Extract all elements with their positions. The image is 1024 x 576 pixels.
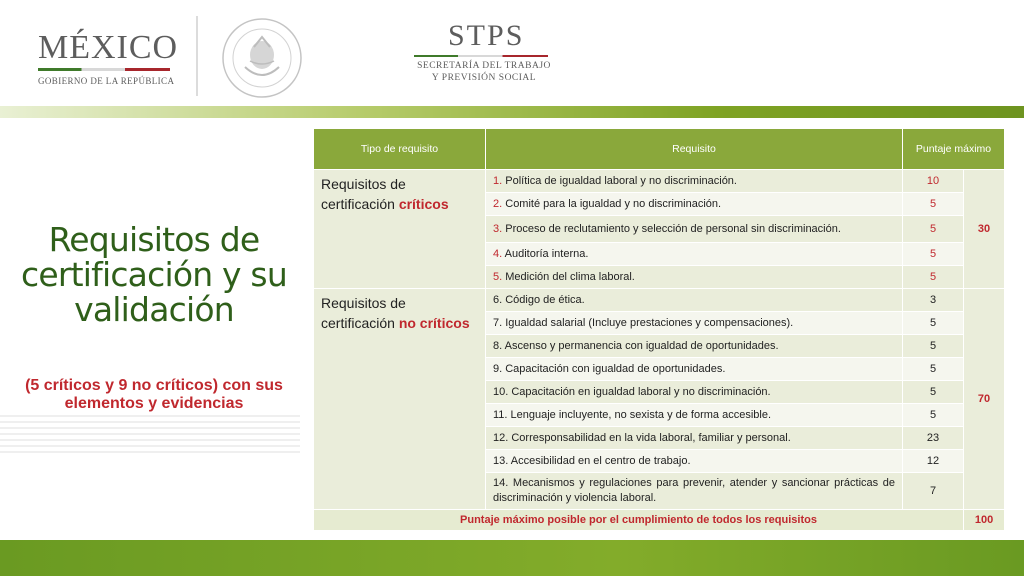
requirement-cell [486, 216, 903, 243]
noncritical-total-points: 70 [964, 289, 1005, 510]
requirement-text: Auditoría interna. [502, 248, 589, 260]
slide-subtitle: (5 críticos y 9 no críticos) con sus elementos y evidencias [25, 377, 283, 412]
points-cell: 5 [903, 193, 964, 216]
slide-title-line: certificación y su [21, 255, 287, 294]
total-label: Puntaje máximo posible por el cumplimiento de todos los requisitos [314, 510, 964, 531]
requirement-cell: 8. Ascenso y permanencia con igualdad de oportunidades. [486, 335, 903, 358]
header-divider [196, 16, 198, 96]
requirement-type-highlight: no críticos [398, 315, 470, 331]
requirement-type-highlight: críticos [398, 196, 449, 212]
points-cell: 5 [903, 358, 964, 381]
decorative-stripe [0, 451, 300, 453]
slide-title [14, 222, 294, 327]
table-row [314, 289, 1005, 312]
points-cell: 5 [903, 312, 964, 335]
requirement-cell: 10. Capacitación en igualdad laboral y no discriminación. [486, 381, 903, 404]
requirement-text: Comité para la igualdad y no discriminación. [502, 198, 722, 210]
requirement-cell [486, 266, 903, 289]
decorative-stripe [0, 421, 300, 423]
requirement-text: Medición del clima laboral. [502, 271, 635, 283]
points-cell: 5 [903, 266, 964, 289]
header-bar [0, 0, 1024, 105]
points-cell: 5 [903, 216, 964, 243]
stps-logo-subtitle-1: SECRETARÍA DEL TRABAJO [417, 61, 551, 71]
requirement-type-label: Requisitos de certificación [321, 176, 406, 212]
coat-of-arms-seal-icon [221, 17, 303, 99]
requirement-text: Política de igualdad laboral y no discriminación. [502, 175, 737, 187]
slide-title-line: validación [74, 290, 234, 329]
table-footer-row [314, 510, 1005, 531]
table-header-row [314, 129, 1005, 170]
requirement-number: 5. [493, 271, 503, 283]
mexico-government-logo [38, 30, 178, 86]
mexico-logo-word: MÉXICO [38, 29, 179, 66]
decorative-stripe [0, 445, 300, 447]
top-green-band [0, 106, 1024, 118]
requirement-number: 4. [493, 248, 503, 260]
decorative-stripe [0, 415, 300, 417]
requirements-table [313, 128, 1005, 531]
requirement-cell: 13. Accesibilidad en el centro de trabajo. [486, 450, 903, 473]
stps-logo [414, 20, 554, 84]
points-cell: 5 [903, 381, 964, 404]
total-value: 100 [964, 510, 1005, 531]
mexico-logo-tricolor-line [38, 68, 170, 71]
decorative-stripe [0, 433, 300, 435]
requirement-cell: 9. Capacitación con igualdad de oportunidades. [486, 358, 903, 381]
requirement-number: 2. [493, 198, 503, 210]
requirement-cell [486, 243, 903, 266]
points-cell: 23 [903, 427, 964, 450]
points-cell: 12 [903, 450, 964, 473]
requirement-number: 1. [493, 175, 503, 187]
critical-total-points: 30 [964, 170, 1005, 289]
mexico-logo-subtitle: GOBIERNO DE LA REPÚBLICA [38, 76, 175, 86]
decorative-stripe [0, 427, 300, 429]
requirement-cell: 11. Lenguaje incluyente, no sexista y de forma accesible. [486, 404, 903, 427]
table-row [314, 170, 1005, 193]
requirement-cell [486, 170, 903, 193]
decorative-stripe [0, 439, 300, 441]
points-cell: 7 [903, 473, 964, 510]
requirement-cell: 12. Corresponsabilidad en la vida laboral, familiar y personal. [486, 427, 903, 450]
column-header-type: Tipo de requisito [314, 129, 486, 170]
requirement-cell: 7. Igualdad salarial (Incluye prestaciones y compensaciones). [486, 312, 903, 335]
requirement-type-label: Requisitos de certificación [321, 295, 406, 331]
requirement-cell: 14. Mecanismos y regulaciones para prevenir, atender y sancionar prácticas de discriminación y violencia laboral. [486, 473, 903, 510]
requirement-cell: 6. Código de ética. [486, 289, 903, 312]
requirement-type-noncritical [314, 289, 486, 510]
stps-logo-tricolor-line [414, 55, 548, 57]
requirement-type-critical [314, 170, 486, 289]
requirement-number: 3. [493, 223, 503, 235]
requirement-text: Proceso de reclutamiento y selección de personal sin discriminación. [502, 223, 841, 235]
column-header-requirement: Requisito [486, 129, 903, 170]
points-cell: 3 [903, 289, 964, 312]
points-cell: 5 [903, 404, 964, 427]
stps-logo-subtitle-2: Y PREVISIÓN SOCIAL [431, 73, 537, 83]
points-cell: 5 [903, 335, 964, 358]
requirement-cell [486, 193, 903, 216]
slide-title-line: Requisitos de [48, 220, 260, 259]
points-cell: 10 [903, 170, 964, 193]
column-header-points: Puntaje máximo [903, 129, 1005, 170]
bottom-green-band [0, 540, 1024, 576]
points-cell: 5 [903, 243, 964, 266]
stps-logo-word: STPS [448, 19, 525, 52]
